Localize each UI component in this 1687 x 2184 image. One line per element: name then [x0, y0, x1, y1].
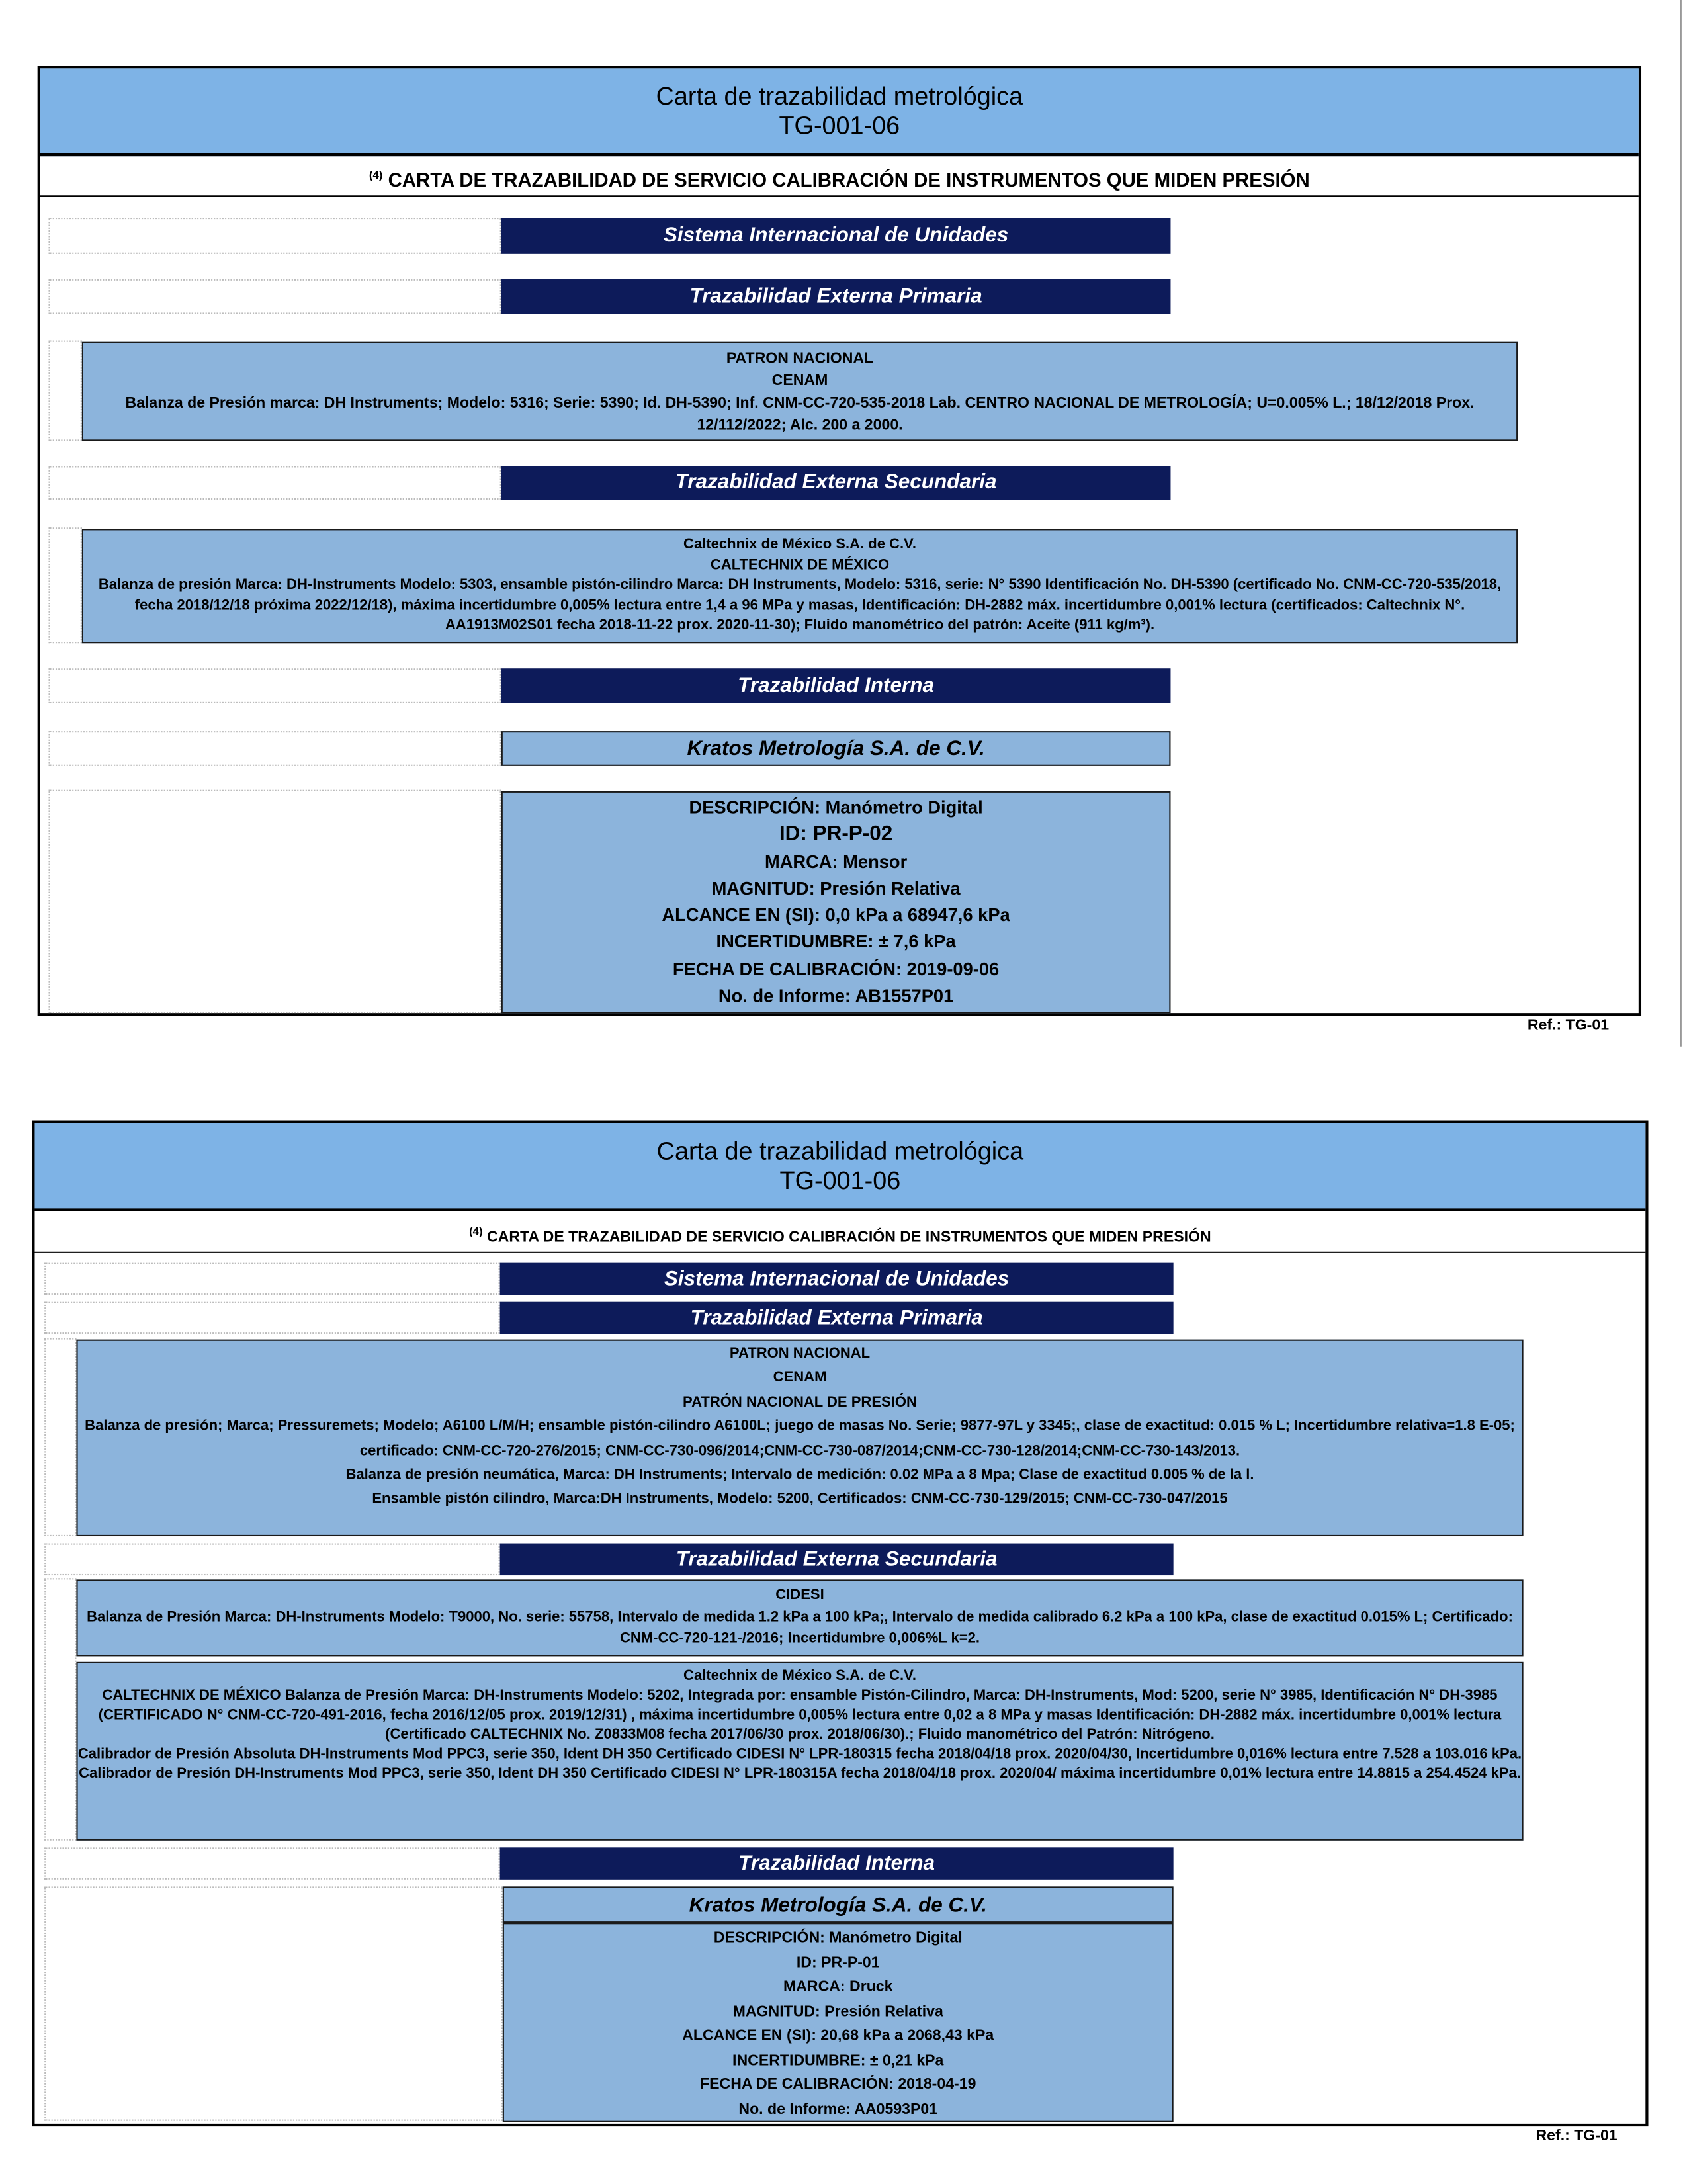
box-line: CENAM [773, 1369, 827, 1387]
empty-cell [44, 1338, 76, 1536]
si-bar: Sistema Internacional de Unidades [501, 218, 1171, 254]
empty-cell [48, 668, 501, 703]
empty-cell [44, 1886, 503, 2120]
box-line: CENAM [771, 372, 828, 390]
box-line: Caltechnix de México S.A. de C.V. [683, 1667, 916, 1684]
secondary-bar: Trazabilidad Externa Secundaria [501, 466, 1171, 500]
reference-label: Ref.: TG-01 [1527, 1017, 1610, 1034]
box-line: Balanza de presión neumática, Marca: DH Instruments; Intervalo de medición: 0.02 MPa a 8 Mpa; Clase de exactitud 0.005 % de la l. [345, 1466, 1254, 1483]
footnote-mark: (4) [368, 169, 383, 182]
box-line: CALTECHNIX DE MÉXICO Balanza de Presión Marca: DH-Instruments Modelo: 5202, Integrada por: ensamble Pistón-Cilindro, Marca: DH-Instruments, Mod: 5200, serie N° 3985, Identificación N° DH-3985 (CERTIFICADO N° CNM-CC-720-491-2016, fecha 2016/12/05 prox. 2019/12/31) , máxima incertidumbre 0,005% lectura entre 0,02 a 8 MPa y masas Identificación: DH-2882 máx. incertidumbre 0,001% lectura (Certificado CALTECHNIX No. Z0833M08 fecha 2017/06/30 prox. 2018/06/30).; Fluido manométrico del Patrón: Nitrógeno. [98, 1686, 1502, 1743]
box-line: Caltechnix de México S.A. de C.V. [683, 535, 916, 553]
footnote-mark: (4) [469, 1225, 483, 1238]
empty-cell [44, 1263, 499, 1295]
si-bar: Sistema Internacional de Unidades [500, 1263, 1174, 1295]
chart-subtitle-row [40, 156, 1639, 197]
box-line: No. de Informe: AA0593P01 [738, 2101, 938, 2118]
chart-subtitle: CARTA DE TRAZABILIDAD DE SERVICIO CALIBRACIÓN DE INSTRUMENTOS QUE MIDEN PRESIÓN [487, 1229, 1211, 1246]
empty-cell [48, 466, 501, 500]
chart-subtitle: CARTA DE TRAZABILIDAD DE SERVICIO CALIBRACIÓN DE INSTRUMENTOS QUE MIDEN PRESIÓN [388, 168, 1310, 191]
box-line: Balanza de Presión Marca: DH-Instruments Modelo: T9000, No. serie: 55758, Intervalo de medida 1.2 kPa a 100 kPa;, Intervalo de medida calibrado 6.2 kPa a 100 kPa, clase de exactitud 0.015% L; Certificado: CNM-CC-720-121-/2016; Incertidumbre 0,006%L k=2. [87, 1608, 1513, 1647]
empty-cell [48, 218, 501, 254]
primary-standard-box [76, 1340, 1523, 1536]
primary-bar: Trazabilidad Externa Primaria [500, 1302, 1174, 1334]
box-line: Balanza de presión; Marca; Pressuremets; Modelo; A6100 L/M/H; ensamble pistón-cilindro A6100L; juego de masas No. Serie; 9877-97L y 3345;, clase de exactitud: 0.015 % L; Incertidumbre relativa=1.8 E-05; certificado: CNM-CC-720-276/2015; CNM-CC-730-096/2014;CNM-CC-730-087/2014;CNM-CC-730-128/2014;CNM-CC-730-143/2013. [85, 1418, 1515, 1460]
box-line: Ensamble pistón cilindro, Marca:DH Instruments, Modelo: 5200, Certificados: CNM-CC-730-129/2015; CNM-CC-730-047/2015 [372, 1491, 1228, 1508]
chart-code: TG-001-06 [779, 1166, 901, 1195]
box-line: CIDESI [775, 1586, 824, 1604]
chart-header [34, 1123, 1645, 1211]
empty-cell [48, 279, 501, 314]
empty-cell [44, 1544, 499, 1576]
instrument-description-box [501, 791, 1171, 1013]
box-line: DESCRIPCIÓN: Manómetro Digital [689, 797, 983, 818]
box-line: PATRON NACIONAL [729, 1345, 871, 1362]
secondary-standard-box-cidesi [76, 1579, 1523, 1656]
box-line: MAGNITUD: Presión Relativa [732, 2003, 943, 2020]
box-line: ID: PR-P-01 [796, 1954, 880, 1971]
empty-cell [48, 731, 501, 766]
empty-cell [44, 1578, 76, 1840]
box-line: MAGNITUD: Presión Relativa [711, 877, 961, 898]
box-line: INCERTIDUMBRE: ± 7,6 kPa [716, 931, 956, 953]
empty-cell [44, 1847, 499, 1880]
box-line: FECHA DE CALIBRACIÓN: 2018-04-19 [700, 2076, 976, 2093]
reference-label: Ref.: TG-01 [1536, 2128, 1618, 2145]
box-line: MARCA: Druck [783, 1978, 893, 1995]
box-line: Calibrador de Presión Absoluta DH-Instruments Mod PPC3, serie 350, Ident DH 350 Certificado CIDESI N° LPR-180315 fecha 2018/04/18 prox. 2020/04/30, Incertidumbre 0,016% lectura entre 7.528 a 103.016 kPa. Calibrador de Presión DH-Instruments Mod PPC3, serie 350, Ident DH 350 Certificado CIDESI N° LPR-180315A fecha 2018/04/18 prox. 2020/04/ máxima incertidumbre 0,01% lectura entre 14.8815 a 254.4524 kPa. [77, 1745, 1522, 1782]
box-line: Balanza de Presión marca: DH Instruments; Modelo: 5316; Serie: 5390; Id. DH-5390; Inf. CNM-CC-720-535-2018 Lab. CENTRO NACIONAL DE METROLOGÍA; U=0.005% L.; 18/12/2018 Prox. 12/112/2022; Alc. 200 a 2000. [125, 394, 1475, 434]
lab-name-box: Kratos Metrología S.A. de C.V. [503, 1886, 1174, 1923]
box-line: ALCANCE EN (SI): 0,0 kPa a 68947,6 kPa [662, 904, 1010, 926]
primary-standard-box [82, 342, 1518, 441]
box-line: No. de Informe: AB1557P01 [718, 985, 954, 1006]
empty-cell [48, 527, 81, 643]
lab-name-box: Kratos Metrología S.A. de C.V. [501, 731, 1171, 766]
box-line: MARCA: Mensor [764, 850, 908, 872]
box-line: FECHA DE CALIBRACIÓN: 2019-09-06 [672, 958, 1000, 980]
secondary-standard-box [82, 529, 1518, 643]
box-line: INCERTIDUMBRE: ± 0,21 kPa [732, 2052, 944, 2069]
page-edge-line [1680, 0, 1682, 1047]
chart-subtitle-row [34, 1211, 1645, 1253]
chart-title: Carta de trazabilidad metrológica [656, 1137, 1024, 1166]
chart-title: Carta de trazabilidad metrológica [656, 82, 1023, 110]
internal-bar: Trazabilidad Interna [501, 668, 1171, 703]
box-line: DESCRIPCIÓN: Manómetro Digital [713, 1929, 963, 1947]
empty-cell [48, 341, 81, 441]
box-line: PATRÓN NACIONAL DE PRESIÓN [683, 1393, 917, 1411]
internal-bar: Trazabilidad Interna [500, 1847, 1174, 1880]
box-line: PATRON NACIONAL [726, 350, 874, 367]
chart-code: TG-001-06 [779, 111, 900, 140]
chart-header [40, 68, 1639, 156]
empty-cell [48, 790, 501, 1013]
empty-cell [44, 1302, 499, 1334]
box-line: Balanza de presión Marca: DH-Instruments Modelo: 5303, ensamble pistón-cilindro Marca: DH Instruments, Modelo: 5316, serie: N° 5390 Identificación No. DH-5390 (certificado No. CNM-CC-720-535/2018, fecha 2018/12/18 próxima 2022/12/18), máxima incertidumbre 0,005% lectura entre 1,4 a 96 MPa y masas, Identificación: DH-2882 máx. incertidumbre 0,001% lectura (certificados: Caltechnix N°. AA1913M02S01 fecha 2018-11-22 prox. 2020-11-30); Fluido manométrico del patrón: Aceite (911 kg/m³). [98, 576, 1502, 634]
instrument-description-box [503, 1923, 1174, 2122]
box-line: ALCANCE EN (SI): 20,68 kPa a 2068,43 kPa [682, 2027, 994, 2044]
box-line: ID: PR-P-02 [779, 822, 893, 846]
secondary-bar: Trazabilidad Externa Secundaria [500, 1544, 1174, 1576]
secondary-standard-box-caltechnix [76, 1662, 1523, 1841]
primary-bar: Trazabilidad Externa Primaria [501, 279, 1171, 314]
box-line: CALTECHNIX DE MÉXICO [710, 556, 890, 573]
